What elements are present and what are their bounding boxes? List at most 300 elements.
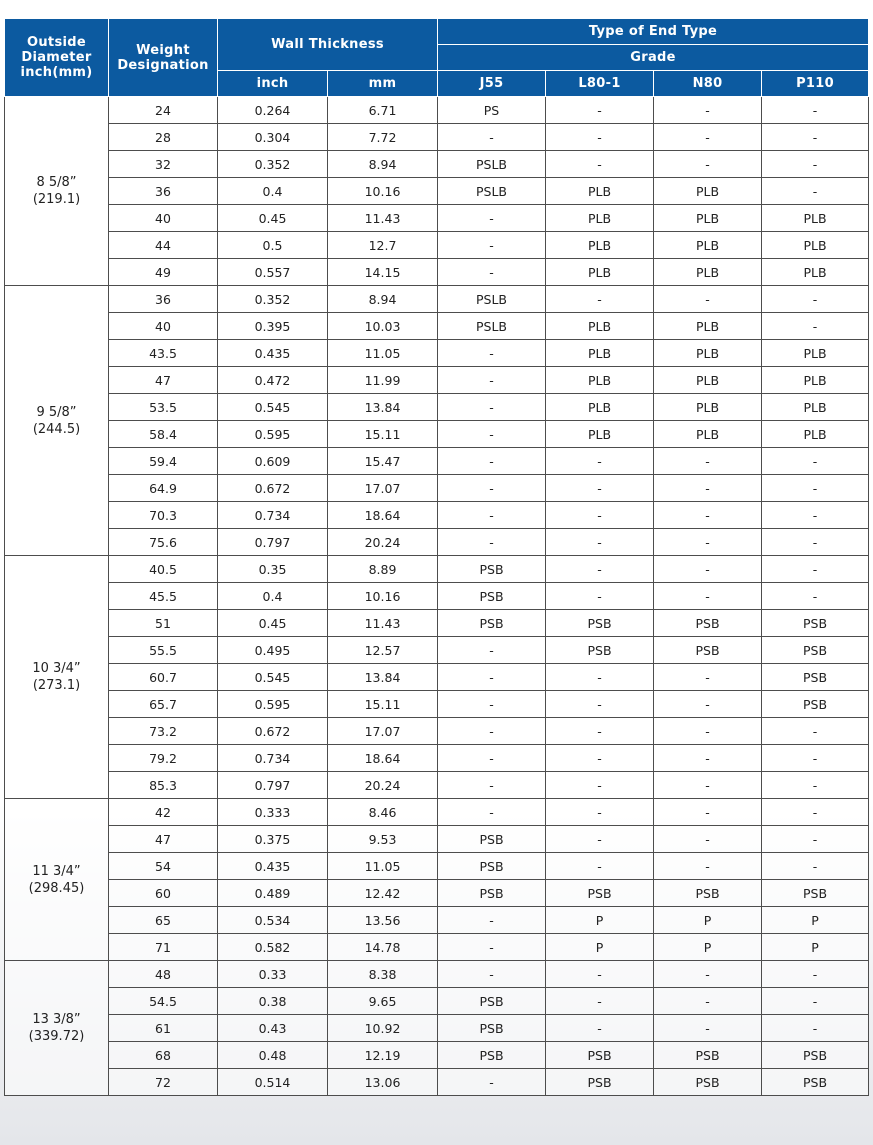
table-row [5, 394, 869, 421]
table-row [5, 799, 869, 826]
wall-inch-cell: 0.797 [218, 529, 328, 556]
grade-p110-cell: P [762, 934, 869, 961]
grade-l80-1-cell: - [546, 691, 654, 718]
grade-l80-1-cell: PSB [546, 880, 654, 907]
table-row [5, 313, 869, 340]
wall-mm-cell: 11.99 [328, 367, 438, 394]
table-row [5, 475, 869, 502]
grade-l80-1-cell: PSB [546, 637, 654, 664]
weight-cell: 64.9 [109, 475, 218, 502]
grade-j55-cell: PSB [438, 556, 546, 583]
grade-l80-1-cell: P [546, 907, 654, 934]
grade-l80-1-cell: PLB [546, 394, 654, 421]
grade-n80-cell: PLB [654, 421, 762, 448]
grade-l80-1-cell: PLB [546, 313, 654, 340]
grade-j55-cell: PSB [438, 1042, 546, 1069]
header-wall-thickness: Wall Thickness [218, 19, 438, 71]
grade-n80-cell: - [654, 286, 762, 313]
grade-n80-cell: - [654, 448, 762, 475]
grade-p110-cell: PLB [762, 367, 869, 394]
grade-p110-cell: - [762, 772, 869, 799]
wall-inch-cell: 0.495 [218, 637, 328, 664]
table-row [5, 1042, 869, 1069]
outside-diameter-cell: 13 3/8” (339.72) [5, 961, 109, 1096]
table-row [5, 529, 869, 556]
weight-cell: 47 [109, 367, 218, 394]
weight-cell: 58.4 [109, 421, 218, 448]
grade-n80-cell: - [654, 745, 762, 772]
grade-j55-cell: - [438, 1069, 546, 1096]
wall-mm-cell: 14.78 [328, 934, 438, 961]
weight-cell: 75.6 [109, 529, 218, 556]
wall-inch-cell: 0.734 [218, 502, 328, 529]
grade-j55-cell: PSLB [438, 313, 546, 340]
wall-mm-cell: 11.05 [328, 340, 438, 367]
wall-inch-cell: 0.489 [218, 880, 328, 907]
weight-cell: 72 [109, 1069, 218, 1096]
wall-mm-cell: 10.16 [328, 178, 438, 205]
grade-p110-cell: PLB [762, 394, 869, 421]
grade-n80-cell: PLB [654, 313, 762, 340]
grade-l80-1-cell: - [546, 448, 654, 475]
wall-inch-cell: 0.43 [218, 1015, 328, 1042]
grade-p110-cell: P [762, 907, 869, 934]
wall-inch-cell: 0.45 [218, 610, 328, 637]
grade-j55-cell: - [438, 745, 546, 772]
wall-mm-cell: 15.11 [328, 421, 438, 448]
table-row [5, 421, 869, 448]
grade-n80-cell: - [654, 502, 762, 529]
grade-p110-cell: PLB [762, 421, 869, 448]
casing-spec-table [4, 18, 869, 1096]
table-row [5, 664, 869, 691]
grade-l80-1-cell: - [546, 556, 654, 583]
table-row [5, 1015, 869, 1042]
outside-diameter-cell: 10 3/4” (273.1) [5, 556, 109, 799]
weight-cell: 60 [109, 880, 218, 907]
grade-n80-cell: PLB [654, 367, 762, 394]
wall-inch-cell: 0.352 [218, 286, 328, 313]
table-row [5, 853, 869, 880]
grade-j55-cell: - [438, 421, 546, 448]
grade-p110-cell: - [762, 286, 869, 313]
grade-j55-cell: - [438, 448, 546, 475]
grade-p110-cell: - [762, 151, 869, 178]
table-row [5, 907, 869, 934]
weight-cell: 73.2 [109, 718, 218, 745]
grade-n80-cell: PSB [654, 610, 762, 637]
grade-j55-cell: PSB [438, 1015, 546, 1042]
grade-n80-cell: - [654, 1015, 762, 1042]
weight-cell: 68 [109, 1042, 218, 1069]
grade-l80-1-cell: - [546, 529, 654, 556]
table-row [5, 448, 869, 475]
grade-p110-cell: - [762, 583, 869, 610]
wall-inch-cell: 0.672 [218, 475, 328, 502]
wall-inch-cell: 0.734 [218, 745, 328, 772]
grade-n80-cell: PLB [654, 232, 762, 259]
weight-cell: 54.5 [109, 988, 218, 1015]
grade-l80-1-cell: - [546, 124, 654, 151]
table-row [5, 151, 869, 178]
grade-n80-cell: - [654, 691, 762, 718]
wall-inch-cell: 0.35 [218, 556, 328, 583]
grade-l80-1-cell: - [546, 151, 654, 178]
wall-inch-cell: 0.582 [218, 934, 328, 961]
wall-inch-cell: 0.595 [218, 691, 328, 718]
outside-diameter-cell: 9 5/8” (244.5) [5, 286, 109, 556]
table-row [5, 691, 869, 718]
grade-n80-cell: - [654, 529, 762, 556]
grade-n80-cell: - [654, 718, 762, 745]
grade-j55-cell: - [438, 529, 546, 556]
weight-cell: 44 [109, 232, 218, 259]
weight-cell: 85.3 [109, 772, 218, 799]
wall-mm-cell: 15.47 [328, 448, 438, 475]
grade-j55-cell: - [438, 232, 546, 259]
grade-j55-cell: PSLB [438, 178, 546, 205]
grade-j55-cell: PSB [438, 853, 546, 880]
wall-inch-cell: 0.545 [218, 664, 328, 691]
header-grade-n80: N80 [654, 71, 762, 97]
weight-cell: 54 [109, 853, 218, 880]
grade-l80-1-cell: PLB [546, 367, 654, 394]
grade-n80-cell: - [654, 961, 762, 988]
wall-mm-cell: 8.38 [328, 961, 438, 988]
grade-l80-1-cell: PSB [546, 1069, 654, 1096]
grade-j55-cell: PSB [438, 988, 546, 1015]
table-row [5, 1069, 869, 1096]
header-type-of-end: Type of End Type [438, 19, 869, 45]
grade-n80-cell: - [654, 664, 762, 691]
grade-n80-cell: PLB [654, 394, 762, 421]
grade-p110-cell: - [762, 313, 869, 340]
weight-cell: 55.5 [109, 637, 218, 664]
grade-l80-1-cell: - [546, 664, 654, 691]
grade-p110-cell: - [762, 1015, 869, 1042]
weight-cell: 59.4 [109, 448, 218, 475]
grade-n80-cell: - [654, 124, 762, 151]
grade-n80-cell: - [654, 151, 762, 178]
grade-j55-cell: - [438, 367, 546, 394]
grade-j55-cell: - [438, 637, 546, 664]
grade-p110-cell: - [762, 124, 869, 151]
header-grade-l80-1: L80-1 [546, 71, 654, 97]
grade-j55-cell: - [438, 664, 546, 691]
grade-p110-cell: PLB [762, 340, 869, 367]
wall-inch-cell: 0.38 [218, 988, 328, 1015]
wall-inch-cell: 0.797 [218, 772, 328, 799]
wall-mm-cell: 10.03 [328, 313, 438, 340]
wall-mm-cell: 11.43 [328, 610, 438, 637]
grade-n80-cell: - [654, 583, 762, 610]
table-row [5, 988, 869, 1015]
grade-j55-cell: - [438, 502, 546, 529]
grade-j55-cell: - [438, 205, 546, 232]
grade-n80-cell: PLB [654, 259, 762, 286]
grade-j55-cell: PSB [438, 583, 546, 610]
header-grade-p110: P110 [762, 71, 869, 97]
grade-j55-cell: PSB [438, 826, 546, 853]
grade-n80-cell: PLB [654, 340, 762, 367]
weight-cell: 42 [109, 799, 218, 826]
grade-p110-cell: PSB [762, 610, 869, 637]
weight-cell: 60.7 [109, 664, 218, 691]
grade-l80-1-cell: PLB [546, 259, 654, 286]
grade-n80-cell: - [654, 988, 762, 1015]
outside-diameter-cell: 8 5/8” (219.1) [5, 97, 109, 286]
table-row [5, 97, 869, 124]
table-row [5, 637, 869, 664]
table-row [5, 826, 869, 853]
wall-inch-cell: 0.534 [218, 907, 328, 934]
grade-p110-cell: - [762, 475, 869, 502]
wall-mm-cell: 20.24 [328, 772, 438, 799]
wall-mm-cell: 13.84 [328, 664, 438, 691]
grade-l80-1-cell: - [546, 853, 654, 880]
header-grade-j55: J55 [438, 71, 546, 97]
wall-mm-cell: 17.07 [328, 475, 438, 502]
header-outside-diameter: Outside Diameter inch(mm) [5, 19, 109, 97]
wall-mm-cell: 8.46 [328, 799, 438, 826]
grade-l80-1-cell: - [546, 988, 654, 1015]
grade-p110-cell: PSB [762, 1042, 869, 1069]
wall-inch-cell: 0.4 [218, 583, 328, 610]
grade-p110-cell: - [762, 448, 869, 475]
grade-j55-cell: - [438, 934, 546, 961]
grade-n80-cell: P [654, 934, 762, 961]
weight-cell: 49 [109, 259, 218, 286]
wall-inch-cell: 0.472 [218, 367, 328, 394]
grade-l80-1-cell: - [546, 97, 654, 124]
weight-cell: 79.2 [109, 745, 218, 772]
wall-inch-cell: 0.264 [218, 97, 328, 124]
weight-cell: 40.5 [109, 556, 218, 583]
weight-cell: 70.3 [109, 502, 218, 529]
grade-p110-cell: - [762, 826, 869, 853]
weight-cell: 47 [109, 826, 218, 853]
wall-mm-cell: 10.16 [328, 583, 438, 610]
wall-inch-cell: 0.557 [218, 259, 328, 286]
wall-mm-cell: 10.92 [328, 1015, 438, 1042]
weight-cell: 65.7 [109, 691, 218, 718]
weight-cell: 43.5 [109, 340, 218, 367]
wall-inch-cell: 0.595 [218, 421, 328, 448]
table-row [5, 772, 869, 799]
grade-j55-cell: - [438, 259, 546, 286]
grade-l80-1-cell: PLB [546, 205, 654, 232]
table-row [5, 178, 869, 205]
grade-p110-cell: - [762, 853, 869, 880]
grade-p110-cell: - [762, 745, 869, 772]
grade-l80-1-cell: PLB [546, 232, 654, 259]
grade-l80-1-cell: - [546, 772, 654, 799]
grade-n80-cell: - [654, 826, 762, 853]
table-row [5, 259, 869, 286]
grade-n80-cell: - [654, 799, 762, 826]
outside-diameter-cell: 11 3/4” (298.45) [5, 799, 109, 961]
table-row [5, 205, 869, 232]
header-mm: mm [328, 71, 438, 97]
weight-cell: 61 [109, 1015, 218, 1042]
wall-mm-cell: 12.42 [328, 880, 438, 907]
table-row [5, 286, 869, 313]
wall-mm-cell: 8.89 [328, 556, 438, 583]
weight-cell: 71 [109, 934, 218, 961]
grade-j55-cell: - [438, 907, 546, 934]
weight-cell: 36 [109, 286, 218, 313]
grade-n80-cell: PLB [654, 178, 762, 205]
grade-p110-cell: - [762, 178, 869, 205]
header-weight-designation: Weight Designation [109, 19, 218, 97]
grade-l80-1-cell: P [546, 934, 654, 961]
weight-cell: 28 [109, 124, 218, 151]
grade-p110-cell: - [762, 529, 869, 556]
grade-j55-cell: PSB [438, 610, 546, 637]
grade-j55-cell: - [438, 961, 546, 988]
wall-mm-cell: 9.53 [328, 826, 438, 853]
wall-inch-cell: 0.435 [218, 340, 328, 367]
wall-mm-cell: 8.94 [328, 151, 438, 178]
wall-inch-cell: 0.435 [218, 853, 328, 880]
wall-mm-cell: 13.56 [328, 907, 438, 934]
table-row [5, 367, 869, 394]
table-row [5, 934, 869, 961]
grade-n80-cell: - [654, 772, 762, 799]
wall-inch-cell: 0.514 [218, 1069, 328, 1096]
grade-j55-cell: PSLB [438, 286, 546, 313]
grade-n80-cell: - [654, 853, 762, 880]
wall-mm-cell: 18.64 [328, 502, 438, 529]
wall-mm-cell: 7.72 [328, 124, 438, 151]
grade-p110-cell: PLB [762, 205, 869, 232]
grade-j55-cell: - [438, 718, 546, 745]
wall-mm-cell: 12.57 [328, 637, 438, 664]
grade-l80-1-cell: - [546, 799, 654, 826]
grade-l80-1-cell: PSB [546, 610, 654, 637]
grade-p110-cell: - [762, 502, 869, 529]
grade-l80-1-cell: PSB [546, 1042, 654, 1069]
grade-n80-cell: PLB [654, 205, 762, 232]
wall-inch-cell: 0.5 [218, 232, 328, 259]
grade-j55-cell: - [438, 124, 546, 151]
grade-l80-1-cell: PLB [546, 340, 654, 367]
wall-mm-cell: 12.7 [328, 232, 438, 259]
grade-p110-cell: PSB [762, 637, 869, 664]
grade-p110-cell: PSB [762, 880, 869, 907]
grade-l80-1-cell: - [546, 1015, 654, 1042]
grade-j55-cell: - [438, 691, 546, 718]
table-row [5, 718, 869, 745]
table-row [5, 340, 869, 367]
table-row [5, 556, 869, 583]
wall-mm-cell: 20.24 [328, 529, 438, 556]
grade-j55-cell: - [438, 475, 546, 502]
grade-l80-1-cell: - [546, 745, 654, 772]
grade-n80-cell: - [654, 97, 762, 124]
grade-p110-cell: - [762, 718, 869, 745]
grade-j55-cell: - [438, 772, 546, 799]
grade-p110-cell: - [762, 97, 869, 124]
grade-p110-cell: - [762, 799, 869, 826]
grade-j55-cell: PS [438, 97, 546, 124]
wall-mm-cell: 9.65 [328, 988, 438, 1015]
wall-inch-cell: 0.4 [218, 178, 328, 205]
grade-p110-cell: PSB [762, 664, 869, 691]
grade-n80-cell: PSB [654, 880, 762, 907]
wall-mm-cell: 13.06 [328, 1069, 438, 1096]
wall-inch-cell: 0.48 [218, 1042, 328, 1069]
wall-mm-cell: 11.43 [328, 205, 438, 232]
grade-n80-cell: PSB [654, 1042, 762, 1069]
grade-l80-1-cell: - [546, 502, 654, 529]
table-body [5, 97, 869, 1096]
wall-inch-cell: 0.33 [218, 961, 328, 988]
table-row [5, 502, 869, 529]
wall-inch-cell: 0.304 [218, 124, 328, 151]
grade-j55-cell: - [438, 340, 546, 367]
grade-l80-1-cell: - [546, 826, 654, 853]
wall-mm-cell: 14.15 [328, 259, 438, 286]
weight-cell: 51 [109, 610, 218, 637]
wall-inch-cell: 0.45 [218, 205, 328, 232]
weight-cell: 36 [109, 178, 218, 205]
grade-n80-cell: PSB [654, 1069, 762, 1096]
table-row [5, 610, 869, 637]
wall-mm-cell: 8.94 [328, 286, 438, 313]
grade-p110-cell: - [762, 556, 869, 583]
header-inch: inch [218, 71, 328, 97]
grade-n80-cell: PSB [654, 637, 762, 664]
wall-mm-cell: 17.07 [328, 718, 438, 745]
weight-cell: 48 [109, 961, 218, 988]
wall-inch-cell: 0.352 [218, 151, 328, 178]
weight-cell: 32 [109, 151, 218, 178]
weight-cell: 40 [109, 313, 218, 340]
weight-cell: 53.5 [109, 394, 218, 421]
weight-cell: 40 [109, 205, 218, 232]
wall-inch-cell: 0.375 [218, 826, 328, 853]
grade-p110-cell: PLB [762, 259, 869, 286]
header-grade: Grade [438, 45, 869, 71]
weight-cell: 24 [109, 97, 218, 124]
grade-p110-cell: - [762, 961, 869, 988]
wall-inch-cell: 0.545 [218, 394, 328, 421]
wall-mm-cell: 11.05 [328, 853, 438, 880]
table-row [5, 961, 869, 988]
grade-j55-cell: - [438, 799, 546, 826]
table-row [5, 745, 869, 772]
grade-n80-cell: - [654, 475, 762, 502]
wall-inch-cell: 0.333 [218, 799, 328, 826]
weight-cell: 45.5 [109, 583, 218, 610]
grade-l80-1-cell: - [546, 583, 654, 610]
wall-mm-cell: 6.71 [328, 97, 438, 124]
grade-l80-1-cell: PLB [546, 178, 654, 205]
table-row [5, 124, 869, 151]
grade-n80-cell: - [654, 556, 762, 583]
grade-l80-1-cell: PLB [546, 421, 654, 448]
grade-p110-cell: - [762, 988, 869, 1015]
grade-l80-1-cell: - [546, 286, 654, 313]
grade-j55-cell: PSLB [438, 151, 546, 178]
wall-mm-cell: 18.64 [328, 745, 438, 772]
grade-p110-cell: PSB [762, 691, 869, 718]
grade-p110-cell: PSB [762, 1069, 869, 1096]
grade-l80-1-cell: - [546, 961, 654, 988]
weight-cell: 65 [109, 907, 218, 934]
wall-inch-cell: 0.609 [218, 448, 328, 475]
